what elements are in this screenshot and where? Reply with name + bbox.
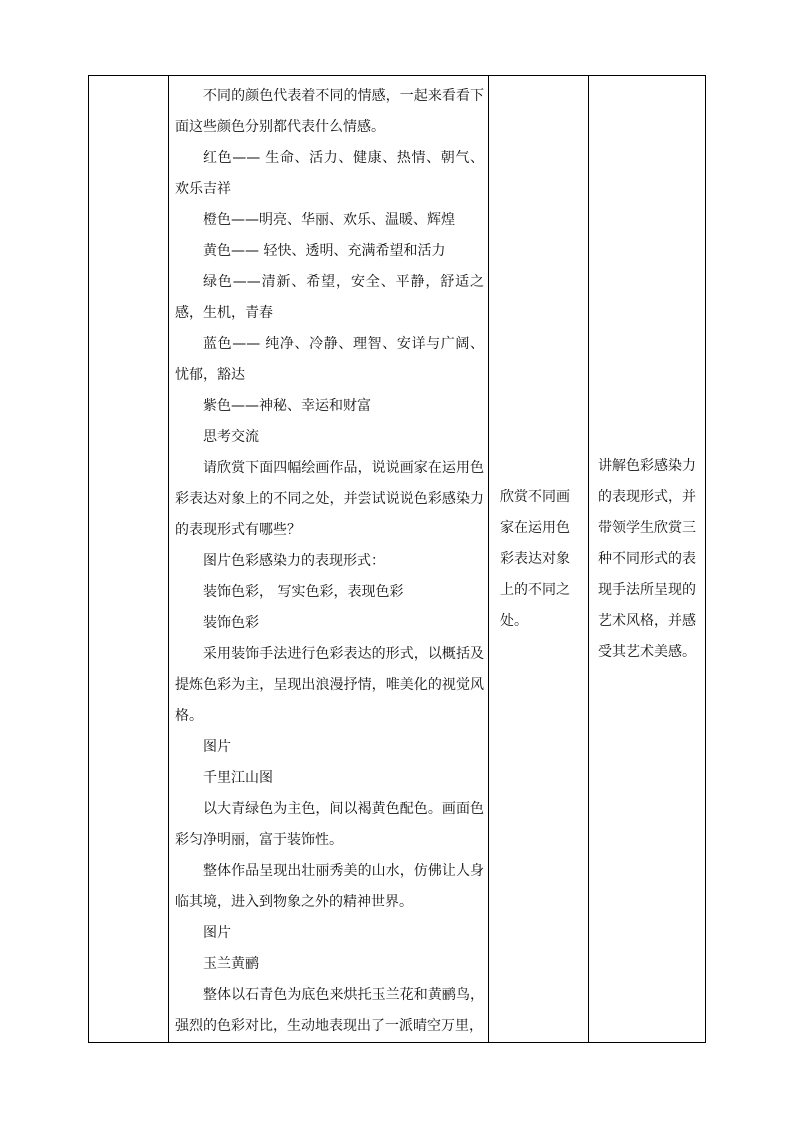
- content-paragraph: 黄色—— 轻快、透明、充满希望和活力: [203, 243, 446, 259]
- design-intent-text: 讲解色彩感染力的表现形式，并带领学生欣赏三种不同形式的表现手法所呈现的艺术风格，并感受其艺术美感。: [598, 457, 696, 660]
- content-paragraph: 紫色——神秘、幸运和财富: [203, 398, 371, 414]
- content-paragraph: 请欣赏下面四幅绘画作品，说说画家在运用色彩表达对象上的不同之处，并尝试说说色彩感染力的表现形式有哪些？: [175, 460, 484, 538]
- student-activity-cell: [492, 76, 584, 1042]
- content-paragraph: 玉兰黄鹂: [203, 956, 259, 972]
- content-paragraph: 橙色——明亮、华丽、欢乐、温暖、辉煌: [203, 212, 455, 228]
- content-paragraph: 思考交流: [203, 429, 259, 445]
- column-divider: [588, 76, 589, 1042]
- content-paragraph: 蓝色—— 纯净、冷静、理智、安详与广阔、忧郁，豁达: [175, 336, 484, 383]
- content-paragraph: 装饰色彩: [203, 615, 259, 631]
- content-paragraph: 整体以石青色为底色来烘托玉兰花和黄鹂鸟，强烈的色彩对比，生动地表现出了一派晴空万里，: [175, 987, 484, 1034]
- design-intent-cell: [592, 76, 704, 1042]
- content-paragraph: 图片: [203, 739, 231, 755]
- content-paragraph: 采用装饰手法进行色彩表达的形式，以概括及提炼色彩为主，呈现出浪漫抒情，唯美化的视觉风格。: [175, 646, 484, 724]
- content-paragraph: 绿色——清新、希望，安全、平静，舒适之感，生机，青春: [175, 274, 484, 321]
- teaching-content: [169, 76, 489, 1042]
- content-paragraph: 整体作品呈现出壮丽秀美的山水，仿佛让人身临其境，进入到物象之外的精神世界。: [175, 863, 484, 910]
- content-paragraph: 红色—— 生命、活力、健康、热情、朝气、欢乐吉祥: [175, 150, 484, 197]
- content-paragraph: 以大青绿色为主色，间以褐黄色配色。画面色彩匀净明丽，富于装饰性。: [175, 801, 484, 848]
- content-paragraph: 图片: [203, 925, 231, 941]
- lesson-table: [88, 75, 706, 1043]
- content-paragraph: 图片色彩感染力的表现形式：: [203, 553, 385, 569]
- content-paragraph: 不同的颜色代表着不同的情感，一起来看看下面这些颜色分别都代表什么情感。: [175, 88, 484, 135]
- content-paragraph: 千里江山图: [203, 770, 273, 786]
- content-paragraph: 装饰色彩， 写实色彩，表现色彩: [203, 584, 404, 600]
- student-activity-text: 欣赏不同画家在运用色彩表达对象上的不同之处。: [500, 488, 570, 629]
- teaching-content-cell: [169, 76, 489, 1042]
